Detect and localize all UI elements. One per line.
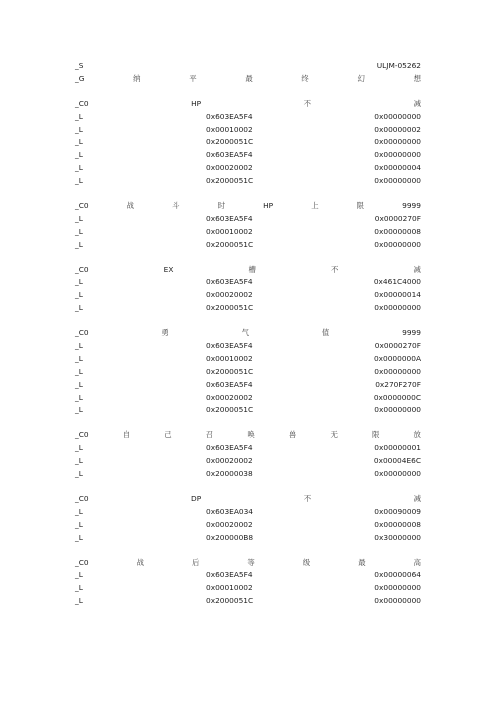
- code-blocks: [75, 98, 421, 608]
- code-title-token: 己: [164, 430, 172, 440]
- code-line: [75, 468, 421, 481]
- code-line: [75, 276, 421, 289]
- code-title-token: 放: [413, 430, 421, 440]
- code-line-tag: _L: [75, 150, 83, 160]
- code-block: [75, 493, 421, 545]
- code-title-token: 唤: [247, 430, 255, 440]
- code-line: [75, 239, 421, 252]
- code-line-tag: _L: [75, 405, 83, 415]
- code-title-token: 勇: [161, 328, 169, 338]
- code-title-token: 斗: [172, 201, 180, 211]
- code-address: 0x00010002: [206, 583, 253, 593]
- code-line-tag: _L: [75, 596, 83, 606]
- code-line-tag: _L: [75, 277, 83, 287]
- code-title-token: 上: [311, 201, 319, 211]
- code-address: 0x00020002: [206, 163, 253, 173]
- code-title-token: 级: [302, 557, 311, 567]
- code-title-token: 减: [413, 493, 421, 503]
- code-title-token: EX: [163, 264, 174, 274]
- code-line-tag: _L: [75, 392, 83, 402]
- code-value: 0x00000000: [374, 239, 421, 249]
- code-line-tag: _L: [75, 163, 83, 173]
- code-line-tag: _L: [75, 456, 83, 466]
- code-line: [75, 340, 421, 353]
- code-address: 0x603EA5F4: [206, 277, 253, 287]
- code-title-token: 高: [413, 557, 421, 567]
- game-id-code: ULJM-05262: [376, 61, 421, 70]
- code-address: 0x603EA034: [206, 506, 254, 516]
- code-block: [75, 557, 421, 609]
- code-line-tag: _L: [75, 226, 83, 236]
- code-line-tag: _L: [75, 176, 83, 186]
- code-value: 0x00000000: [374, 596, 421, 606]
- code-line: [75, 379, 421, 392]
- code-address: 0x00020002: [206, 290, 253, 300]
- game-id-tag: _S: [75, 61, 84, 70]
- code-value: 0x00000008: [374, 519, 421, 529]
- code-line-tag: _L: [75, 570, 83, 580]
- code-line-tag: _L: [75, 366, 83, 376]
- game-title-char: 平: [189, 73, 197, 83]
- code-value: 0x00000000: [374, 469, 421, 479]
- code-value: 0x0000270F: [374, 341, 421, 351]
- code-title-token: 战: [126, 201, 135, 211]
- code-value: 0x00000064: [374, 570, 421, 580]
- code-value: 0x00000014: [374, 290, 421, 300]
- code-line: [75, 595, 421, 608]
- code-value: 0x00090009: [374, 506, 421, 516]
- code-title-token: DP: [191, 493, 202, 503]
- code-line: [75, 136, 421, 149]
- code-line-tag: _L: [75, 124, 83, 134]
- code-block-title: [75, 98, 421, 111]
- game-title-char: 幻: [357, 73, 365, 83]
- code-address: 0x00010002: [206, 353, 253, 363]
- code-value: 0x0000270F: [374, 213, 421, 223]
- code-block-title: [75, 493, 421, 506]
- code-line: [75, 124, 421, 137]
- code-value: 0x00000000: [374, 405, 421, 415]
- code-address: 0x2000051C: [206, 176, 254, 186]
- code-line: [75, 392, 421, 405]
- code-title-token: 限: [371, 430, 380, 440]
- code-line: [75, 353, 421, 366]
- code-title-token: 不: [303, 493, 312, 503]
- code-value: 0x30000000: [374, 532, 421, 542]
- code-line: [75, 302, 421, 315]
- code-address: 0x2000051C: [206, 239, 254, 249]
- code-title-token: 无: [330, 430, 338, 440]
- code-title-token: 兽: [288, 430, 297, 440]
- game-title-tag: _G: [75, 73, 85, 83]
- code-block-tag: _C0: [75, 430, 89, 440]
- code-title-token: 气: [241, 328, 250, 338]
- code-address: 0x2000051C: [206, 303, 254, 313]
- code-value: 0x0000000C: [373, 392, 421, 402]
- cheat-code-document: [75, 60, 421, 620]
- code-line-tag: _L: [75, 469, 83, 479]
- code-line: [75, 442, 421, 455]
- code-block-tag: _C0: [75, 98, 89, 108]
- code-line-tag: _L: [75, 519, 83, 529]
- code-title-token: 不: [303, 98, 312, 108]
- code-line: [75, 213, 421, 226]
- code-value: 0x00000000: [374, 366, 421, 376]
- code-line: [75, 175, 421, 188]
- code-value: 0x00000000: [374, 111, 421, 121]
- game-title-char: 纳: [133, 73, 141, 83]
- code-line: [75, 111, 421, 124]
- code-line: [75, 366, 421, 379]
- code-address: 0x603EA5F4: [206, 150, 253, 160]
- code-line: [75, 162, 421, 175]
- code-value: 0x461C4000: [373, 277, 421, 287]
- code-value: 0x00000002: [374, 124, 421, 134]
- code-line: [75, 506, 421, 519]
- code-block: [75, 98, 421, 188]
- game-title-char: 最: [245, 73, 253, 83]
- code-title-token: 时: [217, 201, 226, 211]
- code-value: 0x270F270F: [375, 379, 421, 389]
- code-block: [75, 327, 421, 417]
- code-address: 0x603EA5F4: [206, 379, 253, 389]
- code-address: 0x2000051C: [206, 405, 254, 415]
- code-value: 0x00000000: [374, 150, 421, 160]
- code-line: [75, 582, 421, 595]
- code-line: [75, 404, 421, 417]
- code-line-tag: _L: [75, 583, 83, 593]
- code-value: 0x0000000A: [373, 353, 421, 363]
- code-line-tag: _L: [75, 443, 83, 453]
- code-address: 0x00010002: [206, 124, 253, 134]
- code-value: 0x00000004: [374, 163, 421, 173]
- game-title-line: [75, 73, 421, 86]
- game-id-line: [75, 60, 421, 73]
- code-address: 0x00020002: [206, 456, 253, 466]
- code-block-tag: _C0: [75, 201, 89, 211]
- code-line-tag: _L: [75, 532, 83, 542]
- code-title-token: 槽: [248, 264, 256, 274]
- code-address: 0x603EA5F4: [206, 570, 253, 580]
- code-title-token: 减: [413, 98, 421, 108]
- code-address: 0x2000051C: [206, 366, 254, 376]
- code-line-tag: _L: [75, 353, 83, 363]
- code-line: [75, 455, 421, 468]
- code-title-token: 后: [191, 557, 200, 567]
- code-line-tag: _L: [75, 379, 83, 389]
- code-line: [75, 226, 421, 239]
- code-block: [75, 429, 421, 481]
- code-address: 0x2000051C: [206, 596, 254, 606]
- code-title-token: HP: [263, 201, 274, 211]
- code-block-tag: _C0: [75, 493, 89, 503]
- code-value: 0x00000000: [374, 176, 421, 186]
- code-address: 0x2000051C: [206, 137, 254, 147]
- code-title-token: HP: [191, 98, 202, 108]
- code-block-tag: _C0: [75, 328, 89, 338]
- code-line: [75, 289, 421, 302]
- code-block-title: [75, 264, 421, 277]
- code-address: 0x00020002: [206, 519, 253, 529]
- code-value: 0x00000000: [374, 303, 421, 313]
- code-title-token: 召: [205, 430, 214, 440]
- code-line: [75, 149, 421, 162]
- code-block-title: [75, 557, 421, 570]
- code-value: 0x00000001: [374, 443, 421, 453]
- code-block-tag: _C0: [75, 264, 89, 274]
- code-title-token: 9999: [402, 201, 421, 211]
- code-title-token: 最: [358, 557, 366, 567]
- document-header: [75, 60, 421, 86]
- code-line: [75, 569, 421, 582]
- code-line: [75, 532, 421, 545]
- code-value: 0x00000008: [374, 226, 421, 236]
- code-line-tag: _L: [75, 303, 83, 313]
- code-title-token: 9999: [402, 328, 421, 338]
- game-title-char: 想: [413, 73, 421, 83]
- code-line-tag: _L: [75, 239, 83, 249]
- code-title-token: 不: [331, 264, 339, 274]
- code-line-tag: _L: [75, 213, 83, 223]
- code-block-title: [75, 200, 421, 213]
- game-title-char: 终: [301, 73, 309, 83]
- code-block: [75, 264, 421, 316]
- code-line: [75, 519, 421, 532]
- code-line-tag: _L: [75, 137, 83, 147]
- code-value: 0x00000000: [374, 583, 421, 593]
- code-block-title: [75, 327, 421, 340]
- code-address: 0x20000038: [206, 469, 253, 479]
- code-address: 0x00010002: [206, 226, 253, 236]
- code-address: 0x603EA5F4: [206, 443, 253, 453]
- code-value: 0x00000000: [374, 137, 421, 147]
- code-address: 0x603EA5F4: [206, 111, 253, 121]
- code-title-token: 战: [136, 557, 144, 567]
- code-title-token: 值: [321, 328, 330, 338]
- code-line-tag: _L: [75, 111, 83, 121]
- code-line-tag: _L: [75, 341, 83, 351]
- code-block-title: [75, 429, 421, 442]
- code-block-tag: _C0: [75, 557, 89, 567]
- code-title-token: 限: [356, 201, 365, 211]
- code-address: 0x00020002: [206, 392, 253, 402]
- code-title-token: 减: [413, 264, 421, 274]
- code-line-tag: _L: [75, 506, 83, 516]
- code-address: 0x603EA5F4: [206, 213, 253, 223]
- code-title-token: 等: [247, 557, 255, 567]
- code-title-token: 自: [122, 430, 131, 440]
- code-address: 0x603EA5F4: [206, 341, 253, 351]
- code-block: [75, 200, 421, 252]
- code-address: 0x200000B8: [206, 532, 254, 542]
- code-value: 0x00004E6C: [373, 456, 421, 466]
- code-line-tag: _L: [75, 290, 83, 300]
